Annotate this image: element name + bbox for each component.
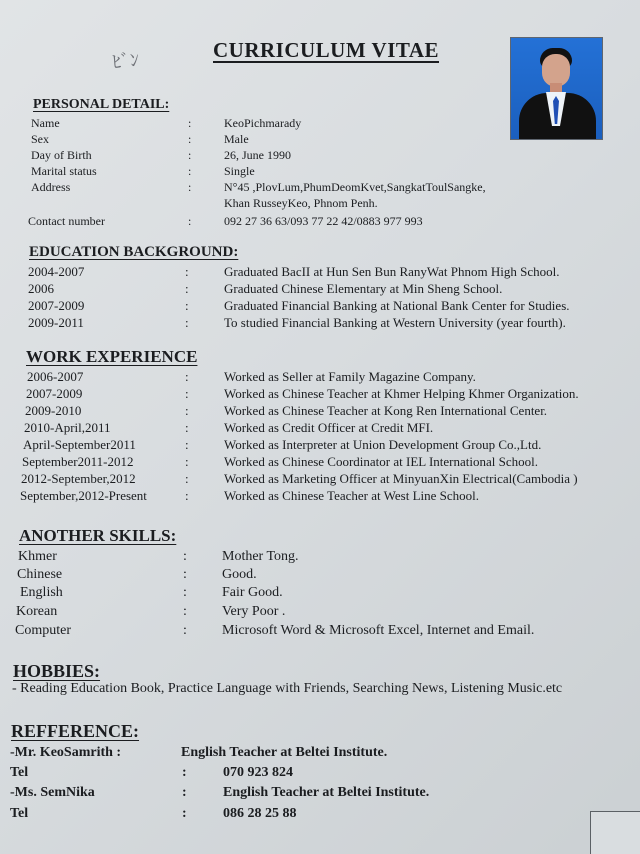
- personal-value: 092 27 36 63/093 77 22 42/0883 977 993: [224, 214, 423, 228]
- another-skills-heading: ANOTHER SKILLS:: [19, 526, 177, 545]
- refference-colon: :: [182, 765, 187, 780]
- personal-value: KeoPichmarady: [224, 116, 302, 130]
- personal-label: Address: [31, 180, 71, 194]
- personal-value: Male: [224, 132, 249, 146]
- skill-name: English: [20, 585, 63, 600]
- refference-label: Tel: [10, 765, 29, 780]
- work-detail: Worked as Credit Officer at Credit MFI.: [224, 420, 434, 435]
- education-colon: :: [185, 298, 189, 313]
- work-experience-heading: WORK EXPERIENCE: [26, 347, 198, 366]
- work-colon: :: [185, 369, 189, 384]
- work-period: 2006-2007: [27, 369, 84, 384]
- hobbies-heading: HOBBIES:: [13, 661, 101, 681]
- education-colon: :: [185, 281, 189, 296]
- education-period: 2004-2007: [28, 264, 85, 279]
- work-detail: Worked as Marketing Officer at MinyuanXin Electrical(Cambodia ): [224, 471, 578, 486]
- work-detail: Worked as Seller at Family Magazine Company.: [224, 369, 476, 384]
- profile-photo-icon: [510, 37, 603, 140]
- personal-colon: :: [188, 214, 192, 228]
- education-period: 2009-2011: [28, 315, 84, 330]
- corner-box: [590, 811, 640, 854]
- work-colon: :: [185, 454, 189, 469]
- education-heading: EDUCATION BACKGROUND:: [29, 244, 239, 260]
- personal-colon: :: [188, 132, 192, 146]
- education-colon: :: [185, 315, 189, 330]
- education-period: 2006: [28, 281, 54, 296]
- work-colon: :: [185, 437, 189, 452]
- personal-label: Name: [31, 116, 60, 130]
- skill-colon: :: [183, 585, 187, 600]
- skill-name: Computer: [15, 623, 71, 638]
- work-period: April-September2011: [23, 437, 136, 452]
- personal-colon: :: [188, 180, 192, 194]
- work-detail: Worked as Chinese Teacher at West Line School.: [224, 488, 479, 503]
- skill-colon: :: [183, 604, 187, 619]
- personal-label: Sex: [31, 132, 49, 146]
- work-colon: :: [185, 386, 189, 401]
- personal-colon: :: [188, 148, 192, 162]
- skill-colon: :: [183, 549, 187, 564]
- personal-value: Khan RusseyKeo, Phnom Penh.: [224, 196, 378, 210]
- personal-value: 26, June 1990: [224, 148, 291, 162]
- refference-value: 086 28 25 88: [223, 806, 297, 821]
- education-detail: Graduated Chinese Elementary at Min Sheng School.: [224, 281, 503, 296]
- work-period: 2009-2010: [25, 403, 82, 418]
- skill-level: Mother Tong.: [222, 549, 299, 564]
- page-title: CURRICULUM VITAE: [213, 38, 439, 62]
- refference-value: English Teacher at Beltei Institute.: [223, 785, 430, 800]
- skill-colon: :: [183, 623, 187, 638]
- skill-level: Microsoft Word & Microsoft Excel, Internet and Email.: [222, 623, 535, 638]
- education-colon: :: [185, 264, 189, 279]
- work-detail: Worked as Interpreter at Union Development Group Co.,Ltd.: [224, 437, 542, 452]
- work-period: 2007-2009: [26, 386, 83, 401]
- refference-colon: :: [182, 785, 187, 800]
- work-colon: :: [185, 471, 189, 486]
- work-colon: :: [185, 488, 189, 503]
- work-detail: Worked as Chinese Coordinator at IEL International School.: [224, 454, 538, 469]
- work-period: September2011-2012: [22, 454, 134, 469]
- skill-name: Khmer: [18, 549, 57, 564]
- hobbies-text: - Reading Education Book, Practice Language with Friends, Searching News, Listening Music.etc: [12, 681, 563, 696]
- refference-label: Tel: [10, 806, 29, 821]
- refference-value: English Teacher at Beltei Institute.: [181, 745, 388, 760]
- personal-value: N°45 ,PlovLum,PhumDeomKvet,SangkatToulSangke,: [224, 180, 486, 194]
- work-detail: Worked as Chinese Teacher at Kong Ren International Center.: [224, 403, 548, 418]
- skill-colon: :: [183, 567, 187, 582]
- personal-value: Single: [224, 164, 255, 178]
- skill-name: Chinese: [17, 567, 63, 582]
- personal-colon: :: [188, 116, 192, 130]
- personal-label: Day of Birth: [31, 148, 92, 162]
- handwritten-note: ﾋﾞﾝ: [111, 49, 141, 74]
- work-detail: Worked as Chinese Teacher at Khmer Helping Khmer Organization.: [224, 386, 579, 401]
- education-period: 2007-2009: [28, 298, 85, 313]
- refference-label: -Mr. KeoSamrith :: [10, 745, 122, 760]
- skill-level: Good.: [222, 567, 257, 582]
- refference-colon: :: [182, 806, 187, 821]
- education-detail: Graduated BacII at Hun Sen Bun RanyWat Phnom High School.: [224, 264, 560, 279]
- personal-label: Contact number: [28, 214, 105, 228]
- work-period: 2010-April,2011: [24, 420, 111, 435]
- personal-colon: :: [188, 164, 192, 178]
- personal-detail-heading: PERSONAL DETAIL:: [33, 97, 170, 112]
- personal-label: Marital status: [31, 164, 97, 178]
- skill-level: Fair Good.: [222, 585, 283, 600]
- refference-label: -Ms. SemNika: [10, 785, 95, 800]
- skill-level: Very Poor .: [222, 604, 286, 619]
- skill-name: Korean: [16, 604, 58, 619]
- education-detail: To studied Financial Banking at Western University (year fourth).: [224, 315, 566, 330]
- work-period: September,2012-Present: [20, 488, 147, 503]
- refference-value: 070 923 824: [223, 765, 293, 780]
- work-colon: :: [185, 420, 189, 435]
- work-period: 2012-September,2012: [21, 471, 136, 486]
- education-detail: Graduated Financial Banking at National Bank Center for Studies.: [224, 298, 570, 313]
- refference-heading: REFFERENCE:: [11, 721, 140, 741]
- work-colon: :: [185, 403, 189, 418]
